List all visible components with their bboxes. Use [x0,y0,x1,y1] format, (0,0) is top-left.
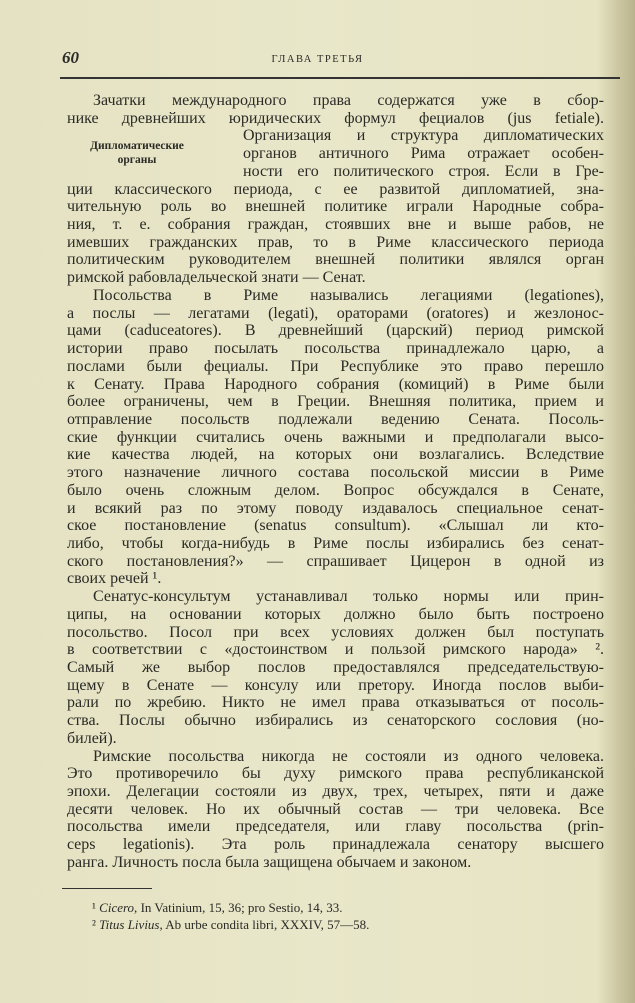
text-line: этого назначение личного состава посольской миссии в Риме [67,464,604,482]
text-line: ципы, на основании которых должно было быть построено [67,605,604,623]
text-line: посольства имели председателя, или главу посольства (prin- [67,818,604,836]
text-line: а послы — легатами (legati), ораторами (oratores) и жезлонос- [67,304,604,322]
text-line: цами (caduceatores). В древнейший (царский) период римской [67,322,604,340]
text-line: ceps legationis). Эта роль принадлежала сенатору высшего [67,836,604,854]
footnote [92,916,369,933]
text-line: ния, т. е. собрания граждан, стоявших вне и выше рабов, не [67,216,604,234]
paragraph [67,287,604,588]
text-line: Сенатус-консультум устанавливал только нормы или прин- [93,588,604,606]
text-line: в соответствии с «достоинством и пользой римского народа» ². [67,641,604,659]
text-line: было очень сложным делом. Вопрос обсуждался в Сенате, [67,481,604,499]
footnote-author: Cicero, [99,900,138,915]
page-number: 60 [62,48,79,67]
text-line: ского постановления?» — спрашивает Цицерон в одной из [67,552,604,570]
text-line: посольство. Посол при всех условиях должен был поступать [67,623,604,641]
text-line: Римские посольства никогда не состояли из одного человека. [93,747,604,765]
paragraph [67,92,604,287]
footnote-mark: ¹ [92,900,96,915]
footnotes [92,899,369,933]
text-line: к Сенату. Права Народного собрания (комиций) в Риме были [67,375,604,393]
text-line: билей). [67,729,117,747]
text-line: Это противоречило бы духу римского права республиканской [67,765,604,783]
footnote-author: Titus Livius, [99,917,163,932]
paragraph [67,588,604,747]
text-line: своих речей ¹. [67,570,162,588]
text-line: отправление посольств подлежали ведению Сената. Посоль- [67,410,604,428]
footnote-text: In Vatinium, 15, 36; pro Sestio, 14, 33. [140,900,343,915]
text-line: истории право посылать посольства принадлежало царю, а [67,340,604,358]
text-line: десяти человек. Но их обычный состав — три человека. Все [67,800,604,818]
text-line: ранга. Личность посла была защищена обычаем и законом. [67,853,472,871]
text-line: ские функции считались очень важными и предполагали высо- [67,428,604,446]
footnote [92,899,369,916]
text-line: более ограничены, чем в Греции. Внешняя политика, прием и [67,393,604,411]
running-title: ГЛАВА ТРЕТЬЯ [271,54,364,65]
text-line: ское постановление (senatus consultum). «Слышал ли кто- [67,517,604,535]
text-line: эпохи. Делегации состояли из двух, трех, четырех, пяти и даже [67,783,604,801]
text-line: чительную роль во внешней политике играли Народные собра- [67,198,604,216]
footnote-mark: ² [92,917,96,932]
text-line: римской рабовладельческой знати — Сенат. [67,269,366,287]
header-rule [60,77,620,79]
text-line: органов античного Рима отражает особен- [243,145,604,163]
text-line: либо, чтобы когда-нибудь в Риме послы избирались без сенат- [67,534,604,552]
text-line: кие качества людей, на которых они возлагались. Вследствие [67,446,604,464]
paragraph [67,748,604,872]
margin-note-line: органы [117,154,157,166]
text-line: щему в Сенате — консулу или претору. Иногда послов выби- [67,676,604,694]
text-line: Посольства в Риме назывались легациями (legationes), [93,286,604,304]
text-line: политическим руководителем внешней политики являлся орган [67,251,604,269]
text-line: Организация и структура дипломатических [243,127,604,145]
text-line: ции классического периода, с ее развитой дипломатией, зна- [67,180,604,198]
text-line: послами были фециалы. При Республике это право перешло [67,357,604,375]
margin-note-line: Дипломатические [90,140,184,152]
text-line: Зачатки международного права содержатся уже в сбор- [93,92,604,109]
footnote-rule [62,888,152,889]
text-line: имевших гражданских прав, то в Риме классического периода [67,233,604,251]
body-text [67,92,604,872]
text-line: рали по жребию. Никто не имел права отказываться от посоль- [67,694,604,712]
text-line: ства. Послы обычно избирались из сенаторского сословия (но- [67,712,604,730]
text-line: ности его политического строя. Если в Гре- [243,162,604,180]
text-line: Самый же выбор послов предоставлялся председательствую- [67,659,604,676]
footnote-text: Ab urbe condita libri, XXXIV, 57—58. [165,917,370,932]
text-line: и всякий раз по этому поводу издавалось специальное сенат- [67,499,604,517]
text-line: нике древнейших юридических формул фециалов (jus fetiale). [67,109,604,127]
